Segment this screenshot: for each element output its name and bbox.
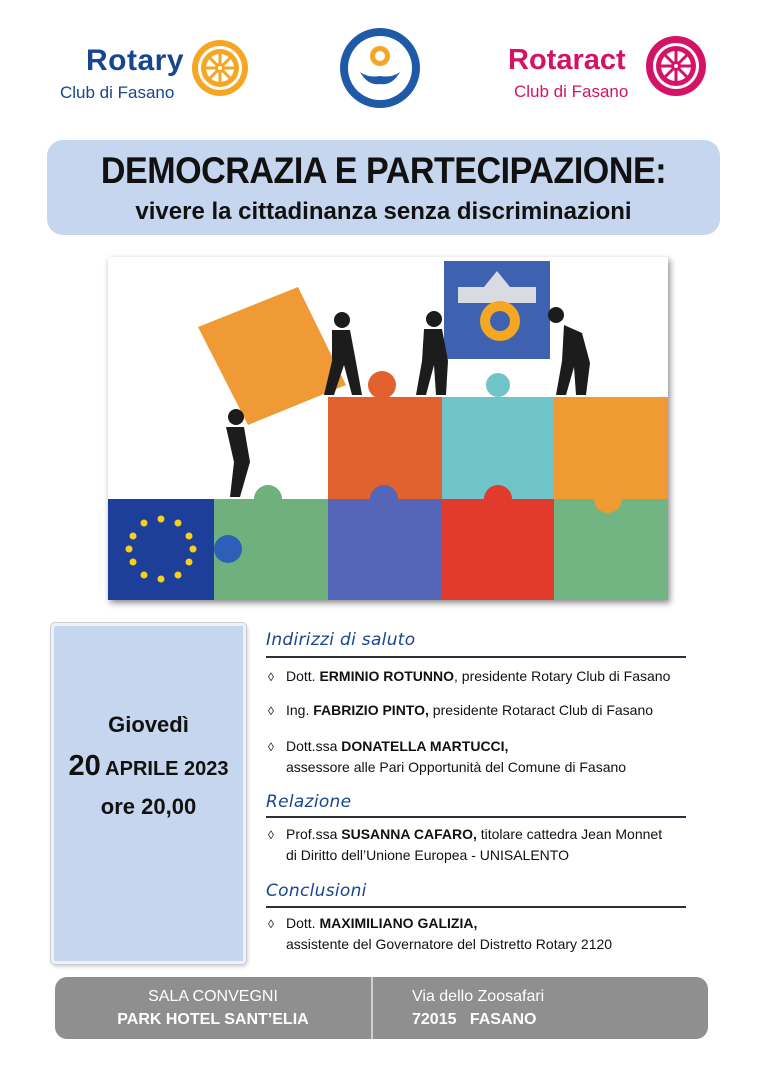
venue-city: 72015 FASANO [412,1011,537,1028]
speaker-name: FABRIZIO PINTO, [313,702,429,718]
speaker-title: Dott. [286,915,316,931]
speaker-name: MAXIMILIANO GALIZIA, [319,915,478,931]
section-title-saluto: Indirizzi di saluto [266,630,416,650]
speaker-title: Dott. [286,668,316,684]
diamond-bullet-icon: ◊ [268,828,274,842]
event-subtitle: vivere la cittadinanza senza discriminazioni [135,198,632,225]
rotaract-club-subtitle: Club di Fasano [514,82,629,101]
venue-footer [55,977,708,1039]
rotary-club-logo [58,38,258,104]
event-time: ore 20,00 [100,794,197,819]
rotary-club-subtitle: Club di Fasano [60,83,175,102]
speaker-role: assistente del Governatore del Distretto Rotary 2120 [286,936,613,952]
speaker-role: presidente Rotaract Club di Fasano [428,702,654,718]
venue-hotel: PARK HOTEL SANT’ELIA [117,1011,309,1028]
speaker-item [268,700,653,721]
speaker-role-line2: di Diritto dell’Unione Europea - UNISALENTO [286,847,569,863]
venue-hall: SALA CONVEGNI [148,988,278,1005]
section-divider [266,906,686,908]
speaker-role: titolare cattedra Jean Monnet [476,826,663,842]
event-weekday: Giovedì [108,712,189,737]
rotaract-wheel-icon [644,34,708,98]
speaker-name: SUSANNA CAFARO, [341,826,477,842]
venue-name [55,985,371,1031]
event-date-line [54,750,243,783]
speaker-item [268,736,626,777]
footer-divider [371,977,373,1039]
speaker-item [268,666,670,687]
speaker-title: Dott.ssa [286,738,338,754]
venue-street: Via dello Zoosafari [412,988,545,1005]
speaker-role: , presidente Rotary Club di Fasano [454,668,671,684]
speaker-item [268,824,662,865]
section-divider [266,816,686,818]
section-title-conclusioni: Conclusioni [266,881,367,901]
speaker-item [268,913,612,954]
rotaract-club-logo [506,32,718,106]
speaker-role: assessore alle Pari Opportunità del Comune di Fasano [286,759,627,775]
rotary-e-futuro-emblem [338,26,422,110]
rotary-wordmark: Rotary [86,44,185,77]
speaker-title: Prof.ssa [286,826,338,842]
diamond-bullet-icon: ◊ [268,740,274,754]
rotary-wheel-icon [190,38,250,98]
rotaract-wordmark: Rotaract [508,44,626,76]
diamond-bullet-icon: ◊ [268,917,274,931]
event-title: DEMOCRAZIA E PARTECIPAZIONE: [100,150,667,191]
venue-address [412,985,544,1031]
speaker-name: ERMINIO ROTUNNO [319,668,455,684]
section-divider [266,656,686,658]
title-banner [47,140,720,235]
event-date-box [51,623,246,964]
speaker-title: Ing. [286,702,310,718]
section-title-relazione: Relazione [266,792,352,812]
eu-flag-piece [108,499,214,600]
diamond-bullet-icon: ◊ [268,704,274,718]
puzzle-teamwork-illustration [108,257,668,600]
event-day-number: 20 [68,750,101,782]
diamond-bullet-icon: ◊ [268,670,274,684]
speaker-name: DONATELLA MARTUCCI, [341,738,509,754]
event-month-year: APRILE 2023 [105,758,229,780]
